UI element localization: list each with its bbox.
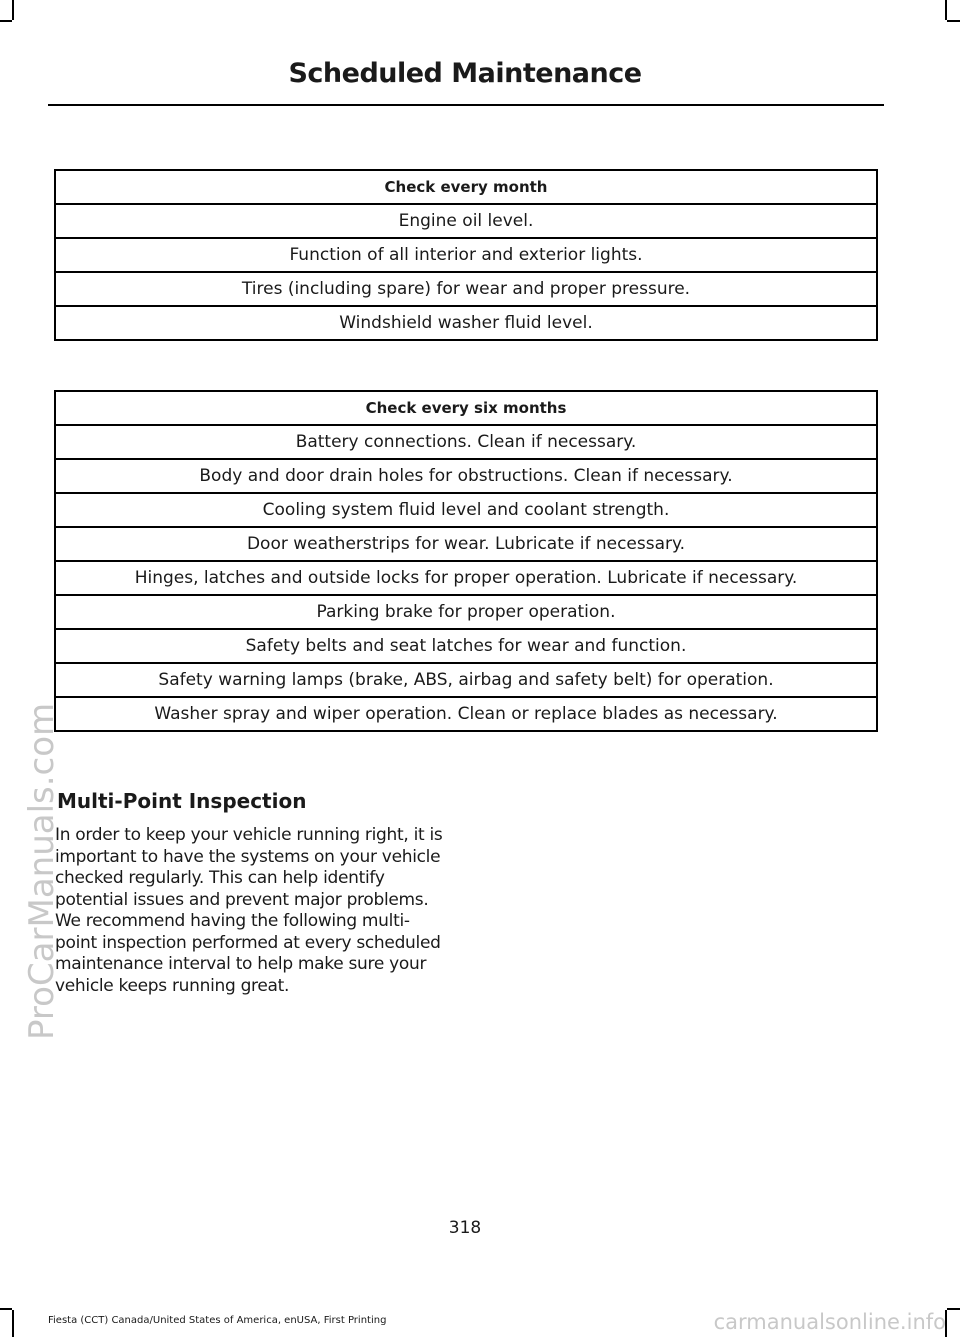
page-title: Scheduled Maintenance xyxy=(288,58,642,89)
crop-mark xyxy=(0,20,12,22)
crop-mark xyxy=(12,0,14,20)
table-heading: Check every month xyxy=(55,170,877,204)
table-row: Safety warning lamps (brake, ABS, airbag and safety belt) for operation. xyxy=(55,663,877,697)
table-row: Engine oil level. xyxy=(55,204,877,238)
crop-mark xyxy=(945,0,947,20)
table-row: Tires (including spare) for wear and proper pressure. xyxy=(55,272,877,306)
page-number: 318 xyxy=(448,1218,482,1238)
header-divider xyxy=(48,104,884,106)
six-month-check-table xyxy=(54,390,878,732)
section-heading: Multi-Point Inspection xyxy=(57,789,307,813)
crop-mark xyxy=(12,1310,14,1337)
table-row: Battery connections. Clean if necessary. xyxy=(55,425,877,459)
table-row: Cooling system fluid level and coolant strength. xyxy=(55,493,877,527)
table-heading: Check every six months xyxy=(55,391,877,425)
table-row: Hinges, latches and outside locks for proper operation. Lubricate if necessary. xyxy=(55,561,877,595)
crop-mark xyxy=(947,20,960,22)
monthly-check-table xyxy=(54,169,878,341)
table-row: Door weatherstrips for wear. Lubricate if necessary. xyxy=(55,527,877,561)
section-body: In order to keep your vehicle running right, it is important to have the systems on your vehicle checked regularly. This can help identify potential issues and prevent major problems. We recommend having the following multi-point inspection performed at every scheduled maintenance interval to help make sure your vehicle keeps running great. xyxy=(55,825,443,996)
table-row: Parking brake for proper operation. xyxy=(55,595,877,629)
table-row: Washer spray and wiper operation. Clean or replace blades as necessary. xyxy=(55,697,877,731)
table-row: Windshield washer fluid level. xyxy=(55,306,877,340)
footer-text: Fiesta (CCT) Canada/United States of America, enUSA, First Printing xyxy=(48,1315,387,1326)
crop-mark xyxy=(947,1308,960,1310)
table-row: Safety belts and seat latches for wear and function. xyxy=(55,629,877,663)
table-row: Function of all interior and exterior lights. xyxy=(55,238,877,272)
watermark-bottom: carmanualsonline.info xyxy=(713,1310,946,1334)
crop-mark xyxy=(0,1308,12,1310)
table-row: Body and door drain holes for obstructions. Clean if necessary. xyxy=(55,459,877,493)
watermark-left: ProCarManuals.com xyxy=(22,702,62,1040)
